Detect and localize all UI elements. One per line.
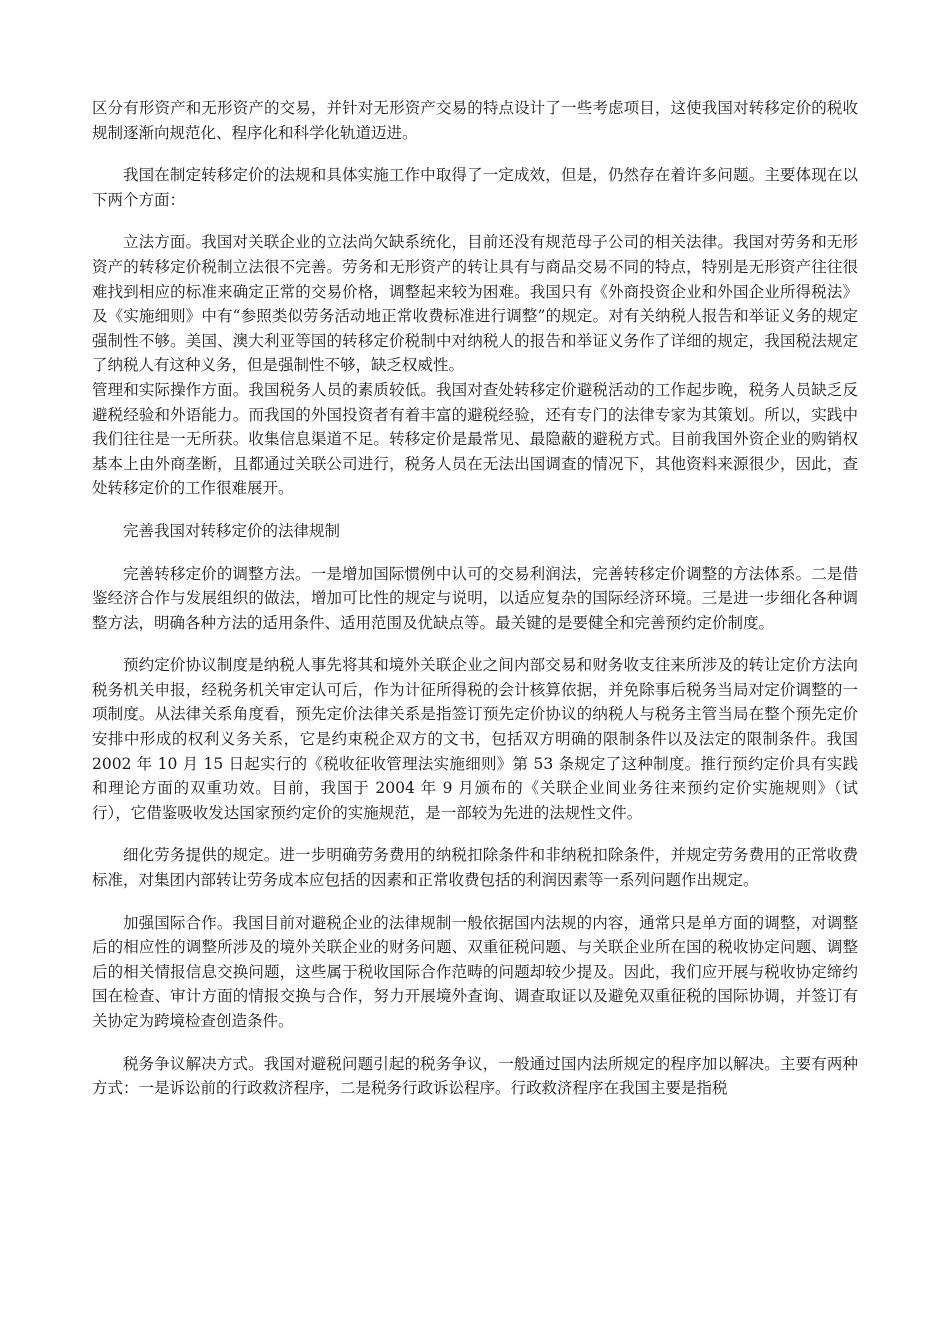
paragraph-dispute-resolution: 税务争议解决方式。我国对避税问题引起的税务争议，一般通过国内法所规定的程序加以解决。主要有两种方式：一是诉讼前的行政救济程序，二是税务行政诉讼程序。行政救济程序在我国主要是指税 [92,1054,858,1098]
paragraph-apa-system: 预约定价协议制度是纳税人事先将其和境外关联企业之间内部交易和财务收支往来所涉及的转让定价方法向税务机关申报，经税务机关审定认可后，作为计征所得税的会计核算依据，并免除事后税务当局对定价调整的一项制度。从法律关系角度看，预先定价法律关系是指签订预先定价协议的纳税人与税务主管当局在整个预先定价安排中形成的权利义务关系，它是约束税企双方的文书，包括双方明确的限制条件以及法定的限制条件。我国 2002 年 10 月 15 日起实行的《税收征收管理法实施细则》第 53 条规定了这种制度。推行预约定价具有实践和理论方面的双重功效。目前，我国于 2004 年 9 月颁布的《关联企业间业务往来预约定价实施规则》（试行），它借鉴吸收发达国家预约定价的实施规范，是一部较为先进的法规性文件。 [92,656,858,822]
paragraph-services: 细化劳务提供的规定。进一步明确劳务费用的纳税扣除条件和非纳税扣除条件，并规定劳务费用的正常收费标准，对集团内部转让劳务成本应包括的因素和正常收费包括的利润因素等一系列问题作出规定。 [92,846,858,890]
document-body [92,96,858,1119]
section-heading: 完善我国对转移定价的法律规制 [123,521,341,540]
paragraph-international-cooperation: 加强国际合作。我国目前对避税企业的法律规制一般依据国内法规的内容，通常只是单方面的调整，对调整后的相应性的调整所涉及的境外关联企业的财务问题、双重征税问题、与关联企业所在国的税收协定问题、调整后的相关情报信息交换问题，这些属于税收国际合作范畴的问题却较少提及。因此，我们应开展与税收协定缔约国在检查、审计方面的情报交换与合作，努力开展境外查询、调查取证以及避免双重征税的国际协调，并签订有关协定为跨境检查创造条件。 [92,913,858,1030]
paragraph-legislation: 立法方面。我国对关联企业的立法尚欠缺系统化，目前还没有规范母子公司的相关法律。我国对劳务和无形资产的转移定价税制立法很不完善。劳务和无形资产的转让具有与商品交易不同的特点，特别是无形资产往往很难找到相应的标准来确定正常的交易价格，调整起来较为困难。我国只有《外商投资企业和外国企业所得税法》及《实施细则》中有“参照类似劳务活动地正常收费标准进行调整”的规定。对有关纳税人报告和举证义务的规定强制性不够。美国、澳大利亚等国的转移定价税制中对纳税人的报告和举证义务作了详细的规定，我国税法规定了纳税人有这种义务，但是强制性不够，缺乏权威性。 [92,233,858,375]
paragraph-intro-continuation: 区分有形资产和无形资产的交易，并针对无形资产交易的特点设计了一些考虑项目，这使我国对转移定价的税收规制逐渐向规范化、程序化和科学化轨道迈进。 [92,99,858,142]
paragraph-problems-overview: 我国在制定转移定价的法规和具体实施工作中取得了一定成效，但是，仍然存在着许多问题。主要体现在以下两个方面： [92,166,858,209]
paragraph-adjustment-methods: 完善转移定价的调整方法。一是增加国际惯例中认可的交易利润法，完善转移定价调整的方法体系。二是借鉴经济合作与发展组织的做法，增加可比性的规定与说明，以适应复杂的国际经济环境。三是进一步细化各种调整方法，明确各种方法的适用条件、适用范围及优缺点等。最关键的是要健全和完善预约定价制度。 [92,564,858,632]
paragraph-management: 管理和实际操作方面。我国税务人员的素质较低。我国对查处转移定价避税活动的工作起步晚，税务人员缺乏反避税经验和外语能力。而我国的外国投资者有着丰富的避税经验，还有专门的法律专家为其策划。所以，实践中我们往往是一无所获。收集信息渠道不足。转移定价是最常见、最隐蔽的避税方式。目前我国外资企业的购销权基本上由外商垄断，且都通过关联公司进行，税务人员在无法出国调查的情况下，其他资料来源很少，因此，查处转移定价的工作很难展开。 [92,380,858,498]
